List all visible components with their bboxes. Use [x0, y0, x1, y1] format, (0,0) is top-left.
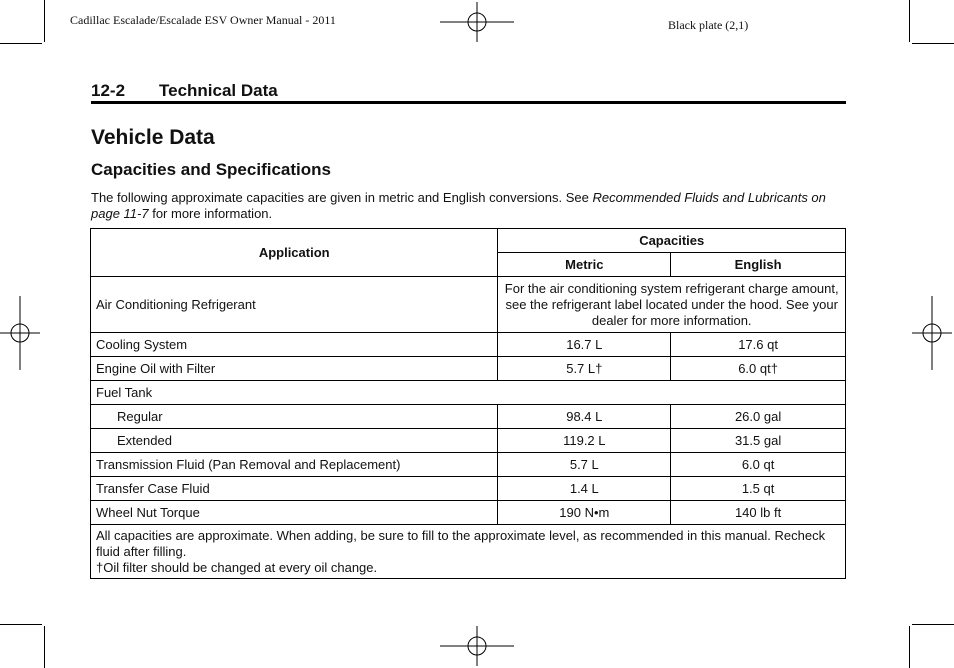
cell-english: 6.0 qt — [671, 453, 846, 477]
cell-metric: 5.7 L† — [498, 357, 671, 381]
header-metric: Metric — [498, 253, 671, 277]
cell-metric: 190 N•m — [498, 501, 671, 525]
section-subtitle: Capacities and Specifications — [91, 160, 331, 179]
print-header-plate: Black plate (2,1) — [668, 18, 749, 32]
crop-mark — [909, 626, 910, 668]
cell-application: Regular — [91, 405, 498, 429]
header-capacities: Capacities — [498, 229, 846, 253]
cell-group-label: Fuel Tank — [91, 381, 846, 405]
cross-reference: Recommended Fluids and Lubricants on page 11-7 — [91, 190, 826, 221]
cell-english: 31.5 gal — [671, 429, 846, 453]
cell-note: For the air conditioning system refrigerant charge amount, see the refrigerant label located under the hood. See your dealer for more information. — [498, 277, 846, 333]
cell-english: 26.0 gal — [671, 405, 846, 429]
cell-metric: 16.7 L — [498, 333, 671, 357]
table-row — [91, 333, 846, 357]
intro-text: The following approximate capacities are given in metric and English conversions. See — [91, 190, 593, 205]
running-head — [91, 81, 278, 101]
registration-mark-icon — [0, 296, 40, 370]
cell-application: Wheel Nut Torque — [91, 501, 498, 525]
table-row — [91, 453, 846, 477]
cell-application: Engine Oil with Filter — [91, 357, 498, 381]
cell-application: Extended — [91, 429, 498, 453]
cell-english: 1.5 qt — [671, 477, 846, 501]
header-application: Application — [91, 229, 498, 277]
table-row — [91, 477, 846, 501]
cell-english: 17.6 qt — [671, 333, 846, 357]
print-header-title: Cadillac Escalade/Escalade ESV Owner Manual - 2011 — [70, 13, 336, 27]
registration-mark-icon — [440, 626, 514, 666]
cell-application: Air Conditioning Refrigerant — [91, 277, 498, 333]
intro-text-end: for more information. — [148, 206, 273, 221]
section-title: Technical Data — [159, 81, 278, 100]
table-row — [91, 501, 846, 525]
table-row — [91, 277, 846, 333]
cell-application: Cooling System — [91, 333, 498, 357]
intro-paragraph — [91, 190, 846, 222]
cell-application: Transmission Fluid (Pan Removal and Replacement) — [91, 453, 498, 477]
registration-mark-icon — [440, 2, 514, 42]
cell-metric: 1.4 L — [498, 477, 671, 501]
crop-mark — [0, 43, 42, 44]
table-row — [91, 357, 846, 381]
registration-mark-icon — [912, 296, 952, 370]
cell-metric: 5.7 L — [498, 453, 671, 477]
table-footnote-row — [91, 525, 846, 579]
crop-mark — [912, 624, 954, 625]
crop-mark — [912, 43, 954, 44]
cell-metric: 119.2 L — [498, 429, 671, 453]
header-rule — [91, 101, 846, 104]
crop-mark — [44, 626, 45, 668]
table-row — [91, 429, 846, 453]
crop-mark — [44, 0, 45, 42]
cell-footnote — [91, 525, 846, 579]
page-number: 12-2 — [91, 81, 126, 100]
cell-english: 140 lb ft — [671, 501, 846, 525]
cell-application: Transfer Case Fluid — [91, 477, 498, 501]
crop-mark — [0, 624, 42, 625]
cell-metric: 98.4 L — [498, 405, 671, 429]
footnote-approximate: All capacities are approximate. When adding, be sure to fill to the approximate level, as recommended in this manual. Recheck fluid after filling. — [96, 527, 826, 559]
table-row — [91, 405, 846, 429]
capacities-table — [90, 228, 846, 579]
crop-mark — [909, 0, 910, 42]
cell-english: 6.0 qt† — [671, 357, 846, 381]
footnote-oil-filter: †Oil filter should be changed at every oil change. — [96, 559, 378, 575]
header-english: English — [671, 253, 846, 277]
table-row — [91, 381, 846, 405]
page-title: Vehicle Data — [91, 126, 215, 149]
